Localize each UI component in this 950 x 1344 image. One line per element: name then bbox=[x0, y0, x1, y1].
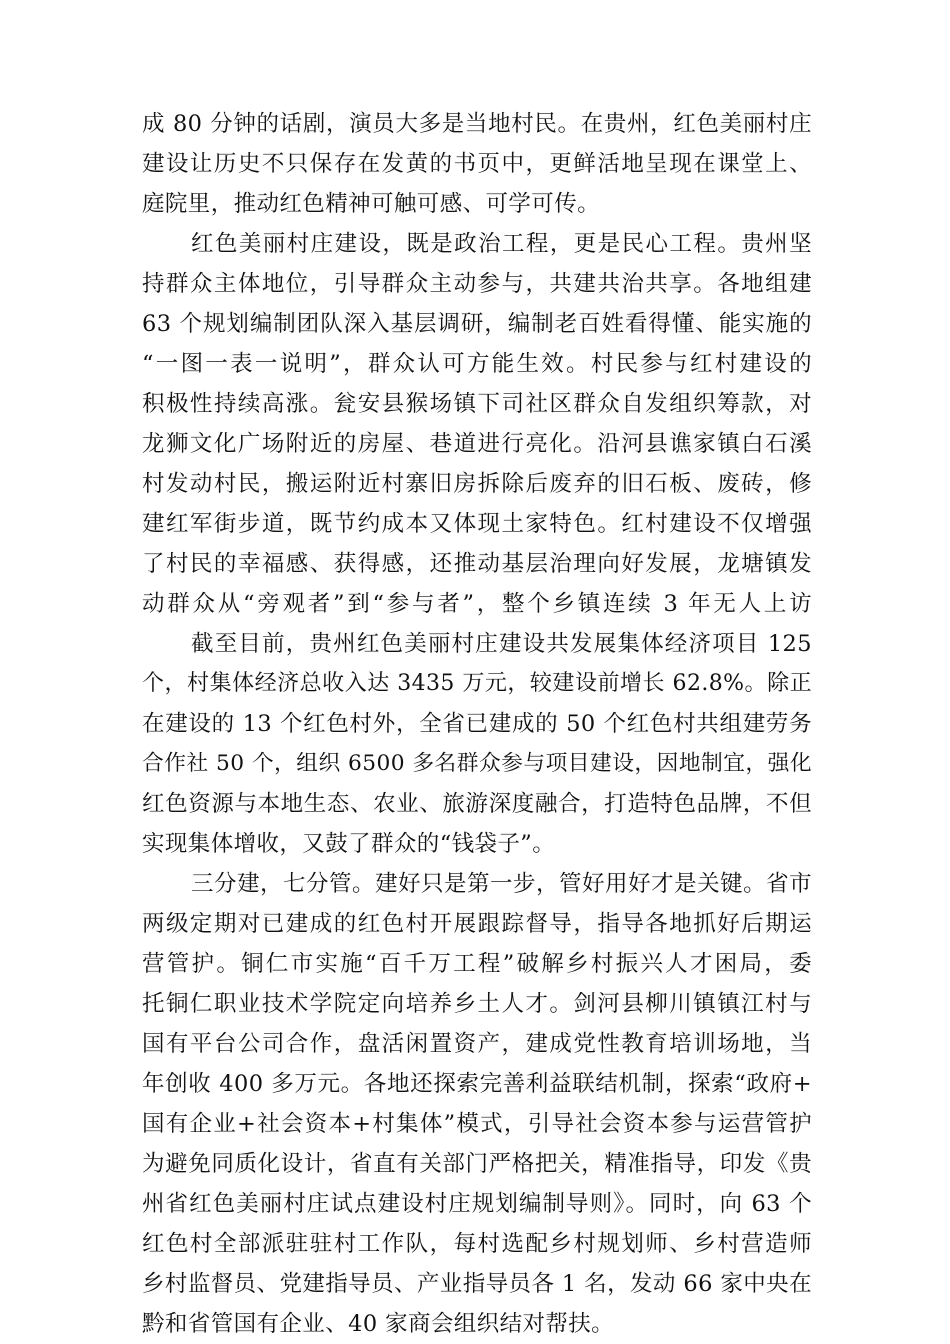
text-line: 积极性持续高涨。瓮安县猴场镇下司社区群众自发组织筹款，对 bbox=[142, 391, 812, 417]
text-line: 个，村集体经济总收入达 3435 万元，较建设前增长 62.8%。除正 bbox=[142, 671, 812, 696]
text-line: 为避免同质化设计，省直有关部门严格把关，精准指导，印发《贵 bbox=[142, 1151, 812, 1177]
paragraph-first-line: 红色美丽村庄建设，既是政治工程，更是民心工程。贵州坚 bbox=[191, 231, 812, 257]
paragraph-first-line: 截至目前，贵州红色美丽村庄建设共发展集体经济项目 125 bbox=[191, 631, 812, 657]
text-line: “一图一表一说明”，群众认可方能生效。村民参与红村建设的 bbox=[142, 351, 812, 377]
text-line: 托铜仁职业技术学院定向培养乡土人才。剑河县柳川镇镇江村与 bbox=[142, 991, 812, 1017]
text-line: 黔和省管国有企业、40 家商会组织结对帮扶。 bbox=[142, 1311, 615, 1337]
text-line: 建红军街步道，既节约成本又体现土家特色。红村建设不仅增强 bbox=[142, 511, 812, 537]
text-line: 实现集体增收，又鼓了群众的“钱袋子”。 bbox=[142, 831, 556, 857]
paragraph-first-line: 三分建，七分管。建好只是第一步，管好用好才是关键。省市 bbox=[191, 871, 812, 897]
text-line: 两级定期对已建成的红色村开展跟踪督导，指导各地抓好后期运 bbox=[142, 911, 812, 937]
text-line: 年创收 400 多万元。各地还探索完善利益联结机制，探索“政府+ bbox=[142, 1071, 812, 1097]
text-line: 在建设的 13 个红色村外，全省已建成的 50 个红色村共组建劳务 bbox=[142, 711, 812, 737]
text-line: 红色村全部派驻驻村工作队，每村选配乡村规划师、乡村营造师 bbox=[142, 1231, 812, 1257]
text-line: 持群众主体地位，引导群众主动参与，共建共治共享。各地组建 bbox=[142, 271, 812, 297]
text-line: 庭院里，推动红色精神可触可感、可学可传。 bbox=[142, 191, 601, 217]
text-line: 营管护。铜仁市实施“百千万工程”破解乡村振兴人才困局，委 bbox=[142, 951, 812, 977]
text-line: 建设让历史不只保存在发黄的书页中，更鲜活地呈现在课堂上、 bbox=[142, 151, 812, 177]
text-line: 乡村监督员、党建指导员、产业指导员各 1 名，发动 66 家中央在 bbox=[142, 1271, 812, 1297]
text-line: 国有平台公司合作，盘活闲置资产，建成党性教育培训场地，当 bbox=[142, 1031, 812, 1057]
text-line: 成 80 分钟的话剧，演员大多是当地村民。在贵州，红色美丽村庄 bbox=[142, 111, 812, 137]
body-text bbox=[142, 104, 812, 1344]
text-line: 村发动村民，搬运附近村寨旧房拆除后废弃的旧石板、废砖，修 bbox=[142, 471, 812, 497]
text-line: 红色资源与本地生态、农业、旅游深度融合，打造特色品牌，不但 bbox=[142, 791, 812, 817]
text-line: 合作社 50 个，组织 6500 多名群众参与项目建设，因地制宜，强化 bbox=[142, 751, 812, 776]
text-line: 州省红色美丽村庄试点建设村庄规划编制导则》。同时，向 63 个 bbox=[142, 1191, 812, 1217]
text-line: 龙狮文化广场附近的房屋、巷道进行亮化。沿河县谯家镇白石溪 bbox=[142, 431, 812, 457]
text-line: 了村民的幸福感、获得感，还推动基层治理向好发展，龙塘镇发 bbox=[142, 551, 812, 577]
text-line: 国有企业+社会资本+村集体”模式，引导社会资本参与运营管护 bbox=[142, 1111, 812, 1137]
text-line: 63 个规划编制团队深入基层调研，编制老百姓看得懂、能实施的 bbox=[142, 311, 812, 337]
text-line: 动群众从“旁观者”到“参与者”，整个乡镇连续 3 年无人上访 bbox=[142, 591, 812, 617]
